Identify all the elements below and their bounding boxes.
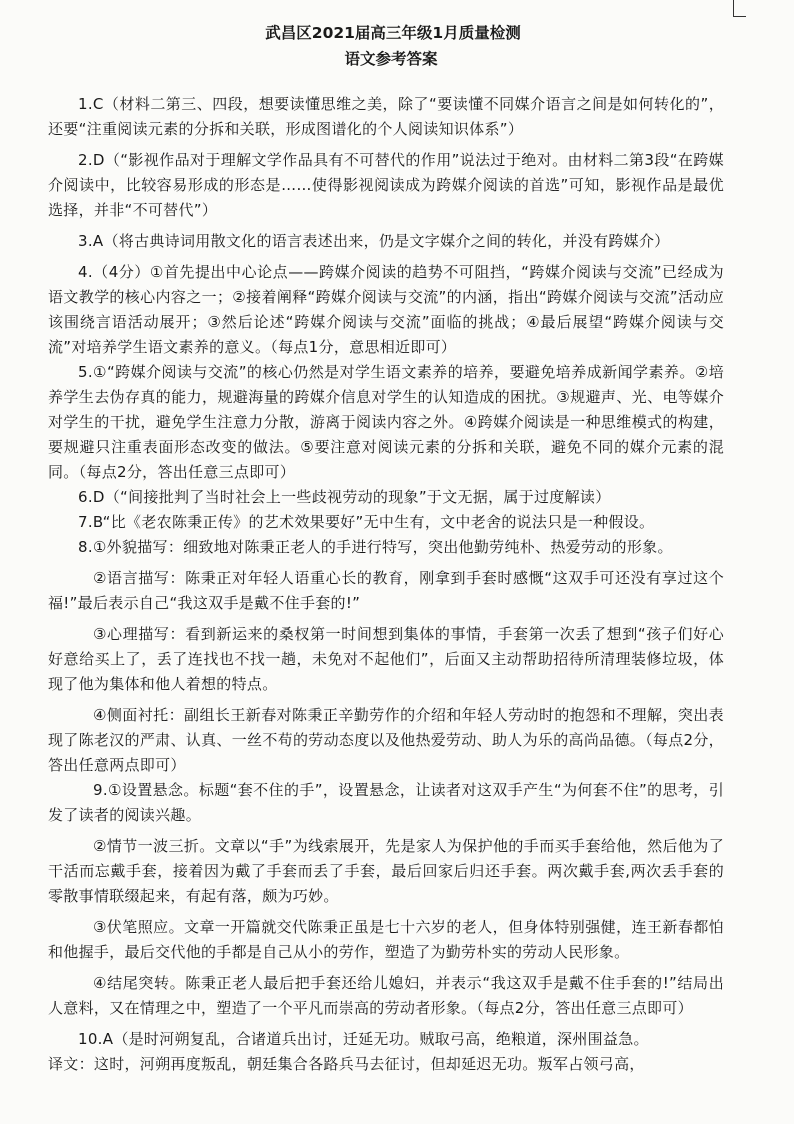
answer-8-point-2: ②语言描写：陈秉正对年轻人语重心长的教育，刚拿到手套时感慨“这双手可还没有享过这个福!”最后表示自己“我这双手是戴不住手套的!” <box>48 569 724 612</box>
answer-9: 9.①设置悬念。标题“套不住的手”，设置悬念，让读者对这双手产生“为何套不住”的思考，引发了读者的阅读兴趣。 <box>48 781 724 824</box>
page-subtitle: 语文参考答案 <box>344 50 438 68</box>
answer-9-point-2: ②情节一波三折。文章以“手”为线索展开，先是家人为保护他的手而买手套给他，然后他为了干活而忘戴手套，接着因为戴了手套而丢了手套，最后回家后归还手套。两次戴手套,两次丢手套的零散事情联缀起来，有起有落，颇为巧妙。 <box>48 837 724 905</box>
answer-2: 2.D（“影视作品对于理解文学作品具有不可替代的作用”说法过于绝对。由材料二第3段“在跨媒介阅读中，比较容易形成的形态是……使得影视阅读成为跨媒介阅读的首选”可知，影视作品是最优选择，并非“不可替代”） <box>48 151 724 219</box>
answer-10-translation: 译文：这时，河朔再度叛乱，朝廷集合各路兵马去征讨，但却延迟无功。叛军占领弓高， <box>48 1055 645 1073</box>
answer-9-point-3: ③伏笔照应。文章一开篇就交代陈秉正虽是七十六岁的老人，但身体特别强健，连王新春都怕和他握手，最后交代他的手都是自己从小的劳作，塑造了为勤劳朴实的劳动人民形象。 <box>48 918 724 961</box>
answer-5: 5.①“跨媒介阅读与交流”的核心仍然是对学生语文素养的培养，要避免培养成新闻学素养。②培养学生去伪存真的能力，规避海量的跨媒介信息对学生的认知造成的困扰。③规避声、光、电等媒介对学生的干扰，避免学生注意力分散，游离于阅读内容之外。④跨媒介阅读是一种思维模式的构建，要规避只注重表面形态改变的做法。⑤要注意对阅读元素的分拆和关联，避免不同的媒介元素的混同。（每点2分，答出任意三点即可） <box>48 363 724 481</box>
answer-4: 4.（4分）①首先提出中心论点——跨媒介阅读的趋势不可阻挡，“跨媒介阅读与交流”已经成为语文教学的核心内容之一；②接着阐释“跨媒介阅读与交流”的内涵，指出“跨媒介阅读与交流”活动应该围绕言语活动展开；③然后论述“跨媒介阅读与交流”面临的挑战；④最后展望“跨媒介阅读与交流”对培养学生语文素养的意义。（每点1分，意思相近即可） <box>48 263 724 356</box>
answer-content <box>48 92 724 1077</box>
answer-8-point-3: ③心理描写：看到新运来的桑杈第一时间想到集体的事情，手套第一次丢了想到“孩子们好心好意给买上了，丢了连找也不找一趟，未免对不起他们”，后面又主动帮助招待所清理装修垃圾，体现了他为集体和他人着想的特点。 <box>48 625 724 693</box>
answer-10: 10.A（是时河朔复乱，合诸道兵出讨，迁延无功。贼取弓高，绝粮道，深州围益急。 <box>78 1030 649 1048</box>
answer-3: 3.A（将古典诗词用散文化的语言表述出来，仍是文字媒介之间的转化，并没有跨媒介） <box>78 232 670 250</box>
page-title: 武昌区2021届高三年级1月质量检测 <box>265 24 521 42</box>
answer-8-point-4: ④侧面衬托：副组长王新春对陈秉正辛勤劳作的介绍和年轻人劳动时的抱怨和不理解，突出表现了陈老汉的严肃、认真、一丝不苟的劳动态度以及他热爱劳动、助人为乐的高尚品德。（每点2分，答出任意两点即可） <box>48 706 724 774</box>
answer-8: 8.①外貌描写：细致地对陈秉正老人的手进行特写，突出他勤劳纯朴、热爱劳动的形象。 <box>78 538 673 556</box>
answer-1: 1.C（材料二第三、四段，想要读懂思维之美，除了“要读懂不同媒介语言之间是如何转化的”，还要“注重阅读元素的分拆和关联，形成图谱化的个人阅读知识体系”） <box>48 95 724 138</box>
answer-9-point-4: ④结尾突转。陈秉正老人最后把手套还给儿媳妇，并表示“我这双手是戴不住手套的!”结局出人意料，又在情理之中，塑造了一个平凡而崇高的劳动者形象。（每点2分，答出任意三点即可） <box>48 974 724 1017</box>
answer-6: 6.D（“间接批判了当时社会上一些歧视劳动的现象”于文无据，属于过度解读） <box>78 488 611 506</box>
answer-7: 7.B“比《老农陈秉正传》的艺术效果要好”无中生有，文中老舍的说法只是一种假设。 <box>78 513 655 531</box>
